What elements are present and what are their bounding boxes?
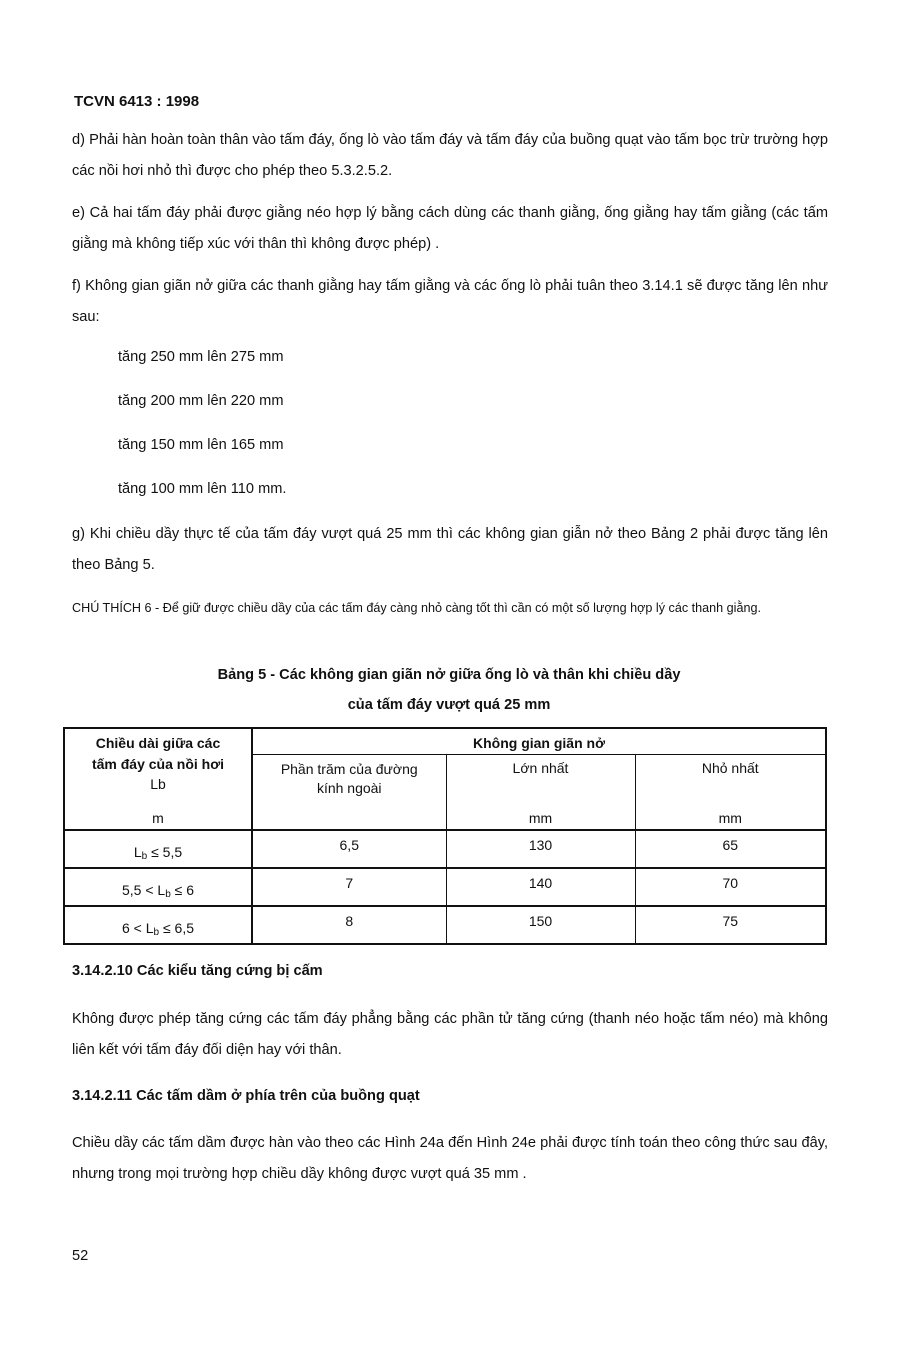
row-max-cell: 130 bbox=[446, 830, 635, 868]
range-subscript: b bbox=[165, 889, 171, 900]
col-percent-header bbox=[252, 754, 446, 810]
col-max-unit: mm bbox=[446, 810, 635, 830]
range-text: L bbox=[133, 844, 142, 860]
header-text: Lb bbox=[150, 776, 166, 792]
range-text: ≤ 5,5 bbox=[147, 844, 183, 860]
increment-item: tăng 100 mm lên 110 mm. bbox=[118, 481, 287, 497]
section-3-14-2-10-text: Không được phép tăng cứng các tấm đáy phẳng bằng các phần tử tăng cứng (thanh néo hoặc tấm néo) mà không liên kết với tấm đáy đối diện hay với thân. bbox=[72, 1011, 828, 1058]
section-3-14-2-11-text: Chiều dầy các tấm dầm được hàn vào theo các Hình 24a đến Hình 24e phải được tính toán theo công thức sau đây, nhưng trong mọi trường hợp chiều dầy không được vượt quá 35 mm . bbox=[72, 1135, 828, 1182]
col-percent-unit bbox=[252, 810, 446, 830]
row-max-cell: 150 bbox=[446, 906, 635, 944]
header-text: Chiều dài giữa các bbox=[95, 735, 221, 751]
row-range-cell bbox=[64, 830, 252, 868]
header-text: Phần trăm của đường bbox=[280, 760, 418, 777]
range-subscript: b bbox=[153, 927, 160, 938]
row-percent-cell: 6,5 bbox=[252, 830, 446, 868]
col-min-header: Nhỏ nhất bbox=[635, 754, 826, 810]
col-length-header bbox=[64, 728, 252, 754]
col-min-unit: mm bbox=[635, 810, 826, 830]
note-6: CHÚ THÍCH 6 - Để giữ được chiều dầy của các tấm đáy càng nhỏ càng tốt thì cần có một số lượng hợp lý các thanh giằng. bbox=[72, 601, 761, 615]
section-3-14-2-11-title: 3.14.2.11 Các tấm dầm ở phía trên của buồng quạt bbox=[72, 1088, 420, 1104]
row-max-cell: 140 bbox=[446, 868, 635, 906]
row-min-cell: 75 bbox=[635, 906, 826, 944]
col-length-unit: m bbox=[64, 810, 252, 830]
table-row bbox=[64, 830, 826, 868]
row-min-cell: 70 bbox=[635, 868, 826, 906]
table-caption: Bảng 5 - Các không gian giãn nở giữa ống lò và thân khi chiều dầy bbox=[217, 667, 681, 683]
increment-item: tăng 150 mm lên 165 mm bbox=[118, 437, 284, 453]
paragraph-e: e) Cả hai tấm đáy phải được giằng néo hợp lý bằng cách dùng các thanh giằng, ống giằng hay tấm giằng (các tấm giằng mà không tiếp xúc với thân thì không được phép) . bbox=[72, 205, 828, 252]
row-min-cell: 65 bbox=[635, 830, 826, 868]
paragraph-f: f) Không gian giãn nở giữa các thanh giằng hay tấm giằng và các ống lò phải tuân theo 3.14.1 sẽ được tăng lên như sau: bbox=[72, 278, 828, 325]
increment-item: tăng 250 mm lên 275 mm bbox=[118, 349, 284, 365]
paragraph-g: g) Khi chiều dầy thực tế của tấm đáy vượt quá 25 mm thì các không gian giẫn nở theo Bảng 2 phải được tăng lên theo Bảng 5. bbox=[72, 526, 828, 573]
row-percent-cell: 7 bbox=[252, 868, 446, 906]
increment-item: tăng 200 mm lên 220 mm bbox=[118, 393, 284, 409]
range-text: ≤ 6,5 bbox=[159, 920, 195, 936]
header-text: tấm đáy của nồi hơi bbox=[91, 756, 225, 772]
range-subscript: b bbox=[141, 851, 148, 862]
col-max-header: Lớn nhất bbox=[446, 754, 635, 810]
range-text: ≤ 6 bbox=[170, 882, 194, 898]
table-caption-cont: của tấm đáy vượt quá 25 mm bbox=[347, 697, 551, 713]
range-text: 5,5 < L bbox=[121, 882, 166, 898]
col-length-header-cont bbox=[64, 754, 252, 810]
paragraph-d: d) Phải hàn hoàn toàn thân vào tấm đáy, ống lò vào tấm đáy và tấm đáy của buồng quạt vào tấm bọc trừ trường hợp các nồi hơi nhỏ thì được cho phép theo 5.3.2.5.2. bbox=[72, 132, 828, 179]
row-range-cell bbox=[64, 906, 252, 944]
range-text: 6 < L bbox=[121, 920, 154, 936]
row-percent-cell: 8 bbox=[252, 906, 446, 944]
document-header: TCVN 6413 : 1998 bbox=[74, 93, 200, 110]
row-range-cell bbox=[64, 868, 252, 906]
header-text: kính ngoài bbox=[316, 779, 382, 796]
group-header-expansion: Không gian giãn nở bbox=[252, 728, 826, 754]
expansion-space-table bbox=[63, 727, 827, 945]
table-row bbox=[64, 868, 826, 906]
section-3-14-2-10-title: 3.14.2.10 Các kiểu tăng cứng bị cấm bbox=[72, 963, 323, 979]
table-row bbox=[64, 906, 826, 944]
page-number: 52 bbox=[72, 1248, 89, 1264]
